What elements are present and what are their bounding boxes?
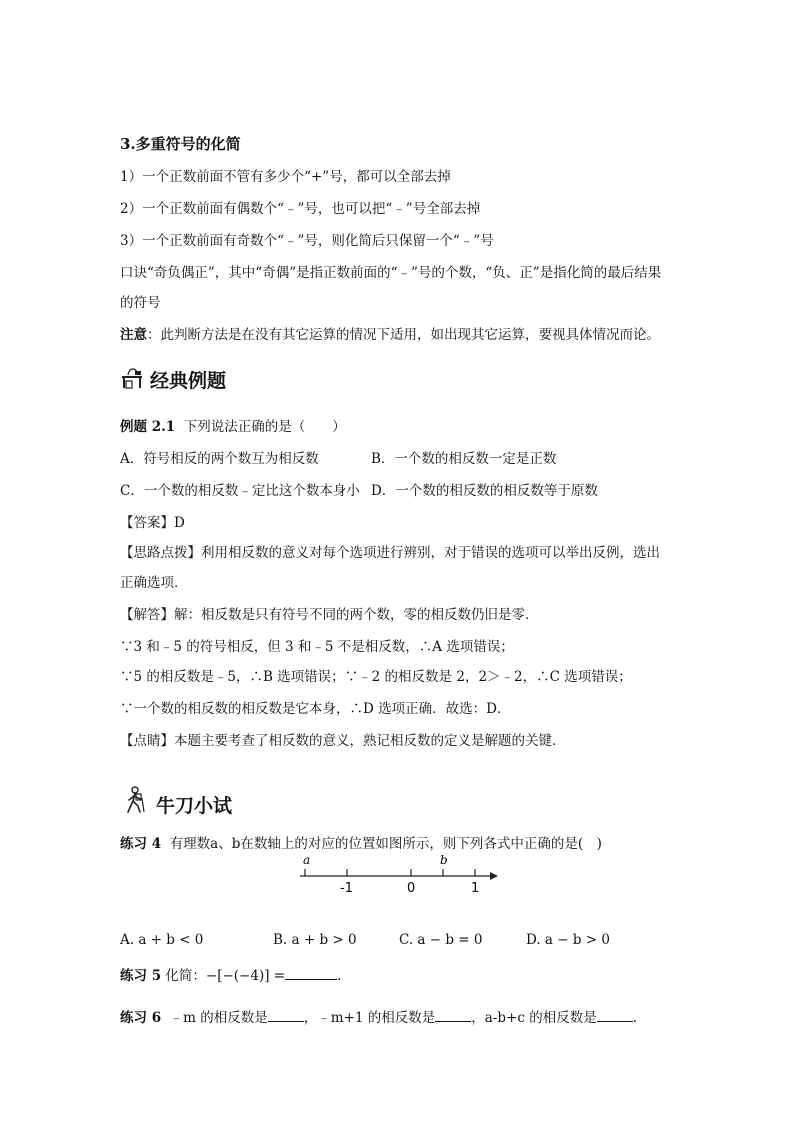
exercise-4-option-b: B. a + b > 0	[273, 932, 357, 948]
example-question	[120, 415, 346, 435]
exercise-4-option-c: C. a − b = 0	[399, 932, 483, 948]
tick-0-label: 0	[407, 881, 416, 896]
exercise-6-part-2: ，﹣m+1 的相反数是	[303, 1010, 436, 1026]
exercise-4-question	[120, 832, 602, 852]
desk-icon	[120, 366, 146, 390]
solution-line-1: 【解答】解：相反数是只有符号不同的两个数，零的相反数仍旧是零．	[120, 607, 539, 623]
practice-title: 牛刀小试	[156, 795, 233, 817]
classic-title: 经典例题	[150, 370, 227, 392]
exercise-5-end: .	[337, 968, 342, 984]
rule-3: 3）一个正数前面有奇数个“﹣”号，则化简后只保留一个“﹣”号	[120, 233, 494, 249]
exercise-4-label: 练习 4	[120, 836, 162, 852]
exercise-5-text: 化简：−[−(−4)] =	[165, 968, 286, 984]
answer: 【答案】D	[120, 515, 185, 531]
option-a: A．符号相反的两个数互为相反数	[120, 451, 319, 467]
solution-line-2: ∵3 和﹣5 的符号相反，但 3 和﹣5 不是相反数，∴A 选项错误；	[120, 639, 514, 655]
number-line	[295, 850, 500, 896]
rule-1: 1）一个正数前面不管有多少个“+”号，都可以全部去掉	[120, 169, 451, 185]
option-d: D．一个数的相反数的相反数等于原数	[371, 483, 598, 499]
exercise-6-end: .	[632, 1010, 637, 1026]
rule-2: 2）一个正数前面有偶数个“﹣”号，也可以把“﹣”号全部去掉	[120, 201, 481, 217]
hiker-icon	[122, 786, 148, 814]
exercise-4-option-a: A. a + b < 0	[120, 932, 204, 948]
exercise-6-blank-1[interactable]	[268, 1009, 304, 1022]
exercise-6	[120, 1006, 637, 1026]
hint-line-1: 【思路点拨】利用相反数的意义对每个选项进行辨别，对于错误的选项可以举出反例，选出	[120, 545, 660, 561]
exercise-5	[120, 964, 341, 984]
exercise-6-label: 练习 6	[120, 1010, 162, 1026]
point-b-label: b	[440, 853, 448, 867]
section-title: 3.多重符号的化简	[120, 135, 241, 153]
note	[120, 323, 660, 343]
solution-line-4: ∵一个数的相反数的相反数是它本身，∴D 选项正确．故选：D．	[120, 701, 511, 717]
solution-line-3: ∵5 的相反数是﹣5，∴B 选项错误；∵﹣2 的相反数是 2，2＞﹣2，∴C 选项错误；	[120, 669, 632, 685]
exercise-5-label: 练习 5	[120, 968, 162, 984]
exercise-5-blank[interactable]	[285, 967, 337, 980]
option-c: C．一个数的相反数﹣定比这个数本身小	[120, 483, 360, 499]
example-text: 下列说法正确的是（ ）	[183, 419, 346, 435]
example-label: 例题 2.1	[120, 419, 176, 435]
exercise-6-blank-3[interactable]	[597, 1009, 633, 1022]
tick-neg1-label: -1	[340, 881, 353, 896]
mnemonic-line-2: 的符号	[120, 295, 161, 311]
note-label: 注意	[120, 327, 147, 343]
exercise-4-text: 有理数a、b在数轴上的对应的位置如图所示，则下列各式中正确的是( )	[169, 836, 602, 852]
mnemonic-line-1: 口诀“奇负偶正”，其中“奇偶”是指正数前面的“﹣”号的个数，“负、正”是指化简的最后结果	[120, 265, 662, 281]
point-a-label: a	[303, 853, 311, 867]
option-b: B．一个数的相反数一定是正数	[371, 451, 557, 467]
exercise-4-option-d: D. a − b > 0	[526, 932, 610, 948]
exercise-6-part-1: ﹣m 的相反数是	[169, 1010, 268, 1026]
comment: 【点睛】本题主要考查了相反数的意义，熟记相反数的定义是解题的关键．	[120, 733, 566, 749]
hint-line-2: 正确选项．	[120, 575, 188, 591]
exercise-6-part-3: ，a-b+c 的相反数是	[471, 1010, 597, 1026]
note-text: ：此判断方法是在没有其它运算的情况下适用，如出现其它运算，要视具体情况而论。	[147, 327, 660, 343]
tick-1-label: 1	[471, 881, 480, 896]
exercise-6-blank-2[interactable]	[435, 1009, 471, 1022]
